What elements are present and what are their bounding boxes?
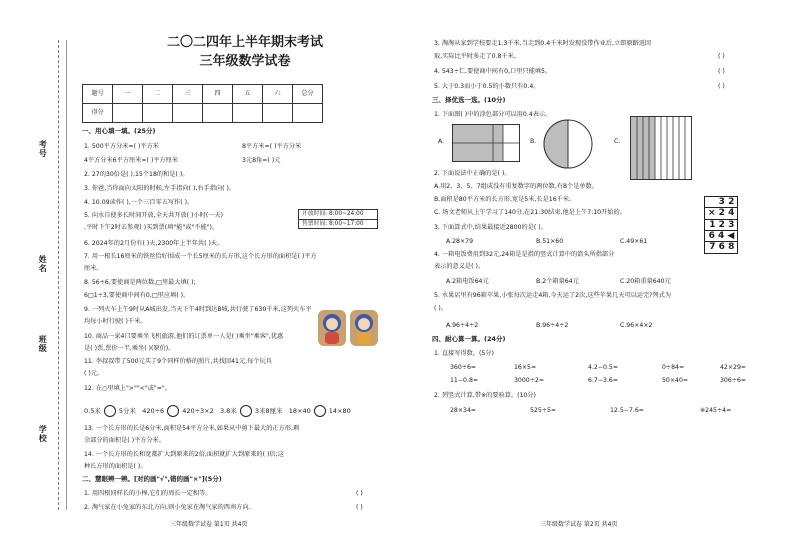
score-cell[interactable] (293, 104, 323, 123)
q10b: 是( )票,票价一半,乘坐( )(原价)。 (84, 345, 175, 352)
score-cell[interactable] (233, 104, 263, 123)
vcalc-4: ※245÷4= (700, 407, 732, 414)
compare-3-right: 3米8厘米 (254, 407, 283, 415)
choice-2a: A.用2、3、5、7组成没有重复数字的两位数,有8个是单数。 (434, 183, 598, 190)
footer-page-1: 三年级数学试卷 第1页 共4页 (170, 521, 248, 528)
q1a: 1. 500平方分米=( )平方米 (84, 143, 159, 150)
calc-2-1: 11−0.8= (450, 377, 479, 384)
q12: 12. 在○里填上">""<"或"="。 (84, 385, 171, 392)
score-head-4: 四 (203, 85, 233, 104)
score-head-7: 总分 (293, 85, 323, 104)
score-head-5: 五 (233, 85, 263, 104)
compare-3-left: 3.8米 (219, 407, 237, 415)
choice-3: 3. 下面算式中,结果最接近2800的是( )。 (434, 224, 547, 231)
vert-row-4-text: 6 4 (708, 231, 725, 242)
q8b: 6□1÷3,要使商中间有0,□里应填( )。 (84, 292, 190, 299)
vcalc-1: 28×34= (450, 407, 477, 414)
exam-title: 二〇二四年上半年期末考试 (166, 35, 323, 50)
choice-5-opt-b: B.96÷4÷2 (536, 322, 569, 329)
score-head-0: 题号 (83, 85, 113, 104)
q14b: 种长方形的面积是( )。 (84, 463, 147, 470)
calc-1-4: 0÷84= (662, 364, 685, 371)
calc-1-2: 16×5= (514, 364, 537, 371)
calc-2-heading: 2. 列竖式计算,带※的要验算。(10分) (434, 392, 536, 399)
calc-1-1: 360÷6= (450, 364, 477, 371)
judge-2: 2. 淘气家在小兔家的东北方向,则小兔家在淘气家的西南方向。 (84, 504, 255, 511)
q7a: 7. 用一根长16厘米的铁丝恰好围成一个长5厘米的长方形,这个长方形的面积是( )平方 (84, 253, 317, 260)
calc-1-3: 4.2−0.5= (588, 364, 619, 371)
choice-4a: 4. 一箱电饭费用到32元,24箱是是指的竖式计算中的箭头所指部分 (434, 251, 615, 258)
compare-2-right: 420÷3×2 (182, 407, 214, 415)
vert-row-3: 1 2 3 (705, 219, 738, 230)
vcalc-3: 12.5−7.6= (610, 407, 644, 414)
q1d: 3元8角=( )元 (242, 157, 281, 164)
choice-5a: 5. 水果店里有96箱苹果,小张每次运走4箱,今天运了2次,这些苹果几天可以运完?列式为 (434, 292, 671, 299)
compare-4-right: 14×80 (328, 407, 351, 415)
exam-subtitle: 三年级数学试卷 (199, 54, 291, 69)
compare-1-right: 5分米 (118, 407, 136, 415)
choice-5b: ( )。 (434, 305, 447, 312)
score-cell[interactable] (203, 104, 233, 123)
score-cell[interactable] (263, 104, 293, 123)
section-3-heading: 三、择优选一选。(10分) (432, 96, 506, 104)
compare-circle[interactable] (104, 405, 116, 417)
calc-1-heading: 1. 直接写得数。(5分) (434, 350, 494, 357)
ticket-hours: 售票时间: 8:00~17:00 (302, 220, 364, 227)
label-kaohao: 考号 (38, 140, 48, 158)
option-a-label: A. (438, 138, 445, 145)
section-4-heading: 四、耐心算一算。(24分) (432, 335, 506, 343)
score-row-label: 得分 (83, 104, 113, 123)
figure-c (630, 116, 692, 180)
choice-2c: C. 场文老师从上午学习了140分,在21:30结束,他是上午7:10开始的。 (434, 209, 626, 216)
calc-2-2: 3000÷2= (514, 377, 545, 384)
vert-row-1: 3 2 (705, 197, 738, 208)
q5a: 5. 向水自使多长时间开放,全天共开放( )小时(一天) (84, 212, 224, 219)
opening-hours-box (298, 209, 378, 229)
calc-2-5: 306÷6≈ (720, 377, 747, 384)
label-xingming: 姓名 (38, 255, 48, 273)
vcalc-2: 525÷5= (530, 407, 557, 414)
label-banji: 班级 (38, 335, 48, 353)
cut-line (58, 40, 59, 510)
choice-3b: B.51×60 (536, 238, 564, 245)
judge-4-paren[interactable]: ( ) (718, 68, 725, 75)
mascot-image-1 (318, 310, 346, 346)
mascot-image-2 (350, 310, 378, 346)
choice-4-opt-a: A.2箱电饭64元 (446, 278, 489, 285)
score-cell[interactable] (173, 104, 203, 123)
vert-row-5: 7 6 8 (705, 242, 738, 253)
judge-3-paren[interactable]: ( ) (718, 53, 725, 60)
q2: 2. 27的30倍是( ),15个18的和是( )。 (84, 171, 189, 178)
footer-page-2: 三年级数学试卷 第2页 共4页 (540, 521, 618, 528)
judge-3a: 3. 淘淘从家到学校要走1.3千米,当走到0.4千米时发现没带作业后,立即原路返回 (434, 40, 652, 47)
section-1-heading: 一、用心填一填。(25分) (82, 127, 156, 135)
judge-4: 4. 543÷仁,要使商中间有0,口里只能填5。 (434, 68, 552, 75)
q13a: 13. 一个长方形的长是6分米,面积是54平方分米,如果从中剪下最大的正方形,剩 (84, 425, 300, 432)
judge-5: 5. 大于0.3而小于0.5的小数只有0.4。 (434, 83, 540, 90)
judge-1: 1. 用四根同样长的小棒,它们的周长一定相等。 (84, 490, 212, 497)
q7b: 厘米。 (84, 265, 103, 272)
q13b: 余部分的面积是( )平方分米。 (84, 437, 166, 444)
compare-1-left: 0.5米 (84, 407, 101, 415)
score-cell[interactable] (113, 104, 143, 123)
q1b: 8平方米=( )平方分米 (242, 143, 302, 150)
calc-2-3: 6.7−3.6= (588, 377, 619, 384)
q14a: 14. 一个长方形的长和宽都扩大到原来的2倍,面积就扩大到原来的( )倍;这 (84, 451, 284, 458)
score-head-6: 六 (263, 85, 293, 104)
judge-3b: 取,实际比平时多走了0.8千米。 (434, 53, 521, 60)
opening-hours: 开放时间: 8:00~24:00 (299, 210, 377, 220)
compare-2-left: 420÷6 (142, 407, 165, 415)
choice-3a: A.28×79 (446, 238, 474, 245)
judge-5-paren[interactable]: ( ) (718, 83, 725, 90)
q5b: ,平时下午2时去参观( )买到票(填"能"或"不能")。 (84, 224, 219, 231)
label-xuexiao: 学校 (38, 425, 48, 443)
compare-circle[interactable] (314, 405, 326, 417)
score-table (82, 84, 323, 123)
score-head-1: 一 (113, 85, 143, 104)
q3: 3. 你爸,当你面向太阳的时候,左手指向( ),右手指向( )。 (84, 185, 236, 192)
q6: 6. 2024年的2月份有( )天,2300年上半年共( )天。 (84, 240, 224, 247)
judge-2-paren[interactable]: ( ) (356, 504, 363, 511)
compare-circle[interactable] (167, 405, 179, 417)
compare-4-left: 18×40 (288, 407, 311, 415)
arrow-left-icon: ◀ (727, 231, 735, 242)
compare-circle[interactable] (240, 405, 252, 417)
choice-5-opt-c: C.96×4×2 (620, 322, 653, 329)
choice-2b: B.面积是80平方米的长方形,宽是5米,长是16千米。 (434, 196, 576, 203)
q10a: 10. 商品一家4口要乘坐飞机旅游,他们的订票单一人是( )乘坐"乘客",优惠 (84, 333, 284, 340)
q8a: 8. 56÷6,要使商是两位数,□里最大填( ); (84, 279, 196, 286)
choice-1: 1. 下面图( )中的涂色部分可以用0.4表示。 (434, 111, 552, 118)
option-b-label: B. (530, 138, 537, 145)
choice-2: 2. 下面说法中正确的是( )。 (434, 170, 511, 177)
vert-row-4 (705, 231, 738, 242)
figure-b (542, 118, 594, 172)
compare-row (84, 405, 351, 417)
vertical-multiplication (704, 196, 738, 254)
calc-2-4: 50×40= (662, 377, 689, 384)
q11b: ( )元。 (84, 370, 104, 377)
score-head-3: 三 (173, 85, 203, 104)
q1c: 4平方分米6平方厘米=( )平方厘米 (84, 157, 179, 164)
figure-a (452, 124, 520, 162)
option-c-label: C. (614, 138, 621, 145)
choice-4-opt-b: B.2个箱量64元 (536, 278, 579, 285)
judge-1-paren[interactable]: ( ) (356, 490, 363, 497)
section-2-heading: 二、慧眼辨一辨。[对的画"√",错的画"×"](5分) (82, 475, 222, 483)
q9b: 均每小时行驶( )千米。 (84, 318, 147, 325)
q9a: 9. 一列火车上午9时从A城出发,当天下午4时到达B城,共行驶了630千米,这列火车平 (84, 306, 312, 313)
choice-4b: 表示的意义是( )。 (434, 263, 485, 270)
score-cell[interactable] (143, 104, 173, 123)
calc-1-5: 42×29≈ (720, 364, 747, 371)
choice-3c: C.49×61 (620, 238, 648, 245)
q11a: 11. 李叔叔带了500元买了9个同样价格的照片,共找回41元,每个玩具 (84, 358, 272, 365)
choice-4-opt-c: C.20箱重量640元 (620, 278, 671, 285)
score-head-2: 二 (143, 85, 173, 104)
binding-strip (0, 0, 78, 549)
seal-line (66, 40, 67, 510)
choice-5-opt-a: A.96÷4÷2 (446, 322, 479, 329)
vert-row-2: × 2 4 (705, 208, 738, 219)
q4: 4. 10.09读作( ),一个三百零五写作( )。 (84, 199, 194, 206)
